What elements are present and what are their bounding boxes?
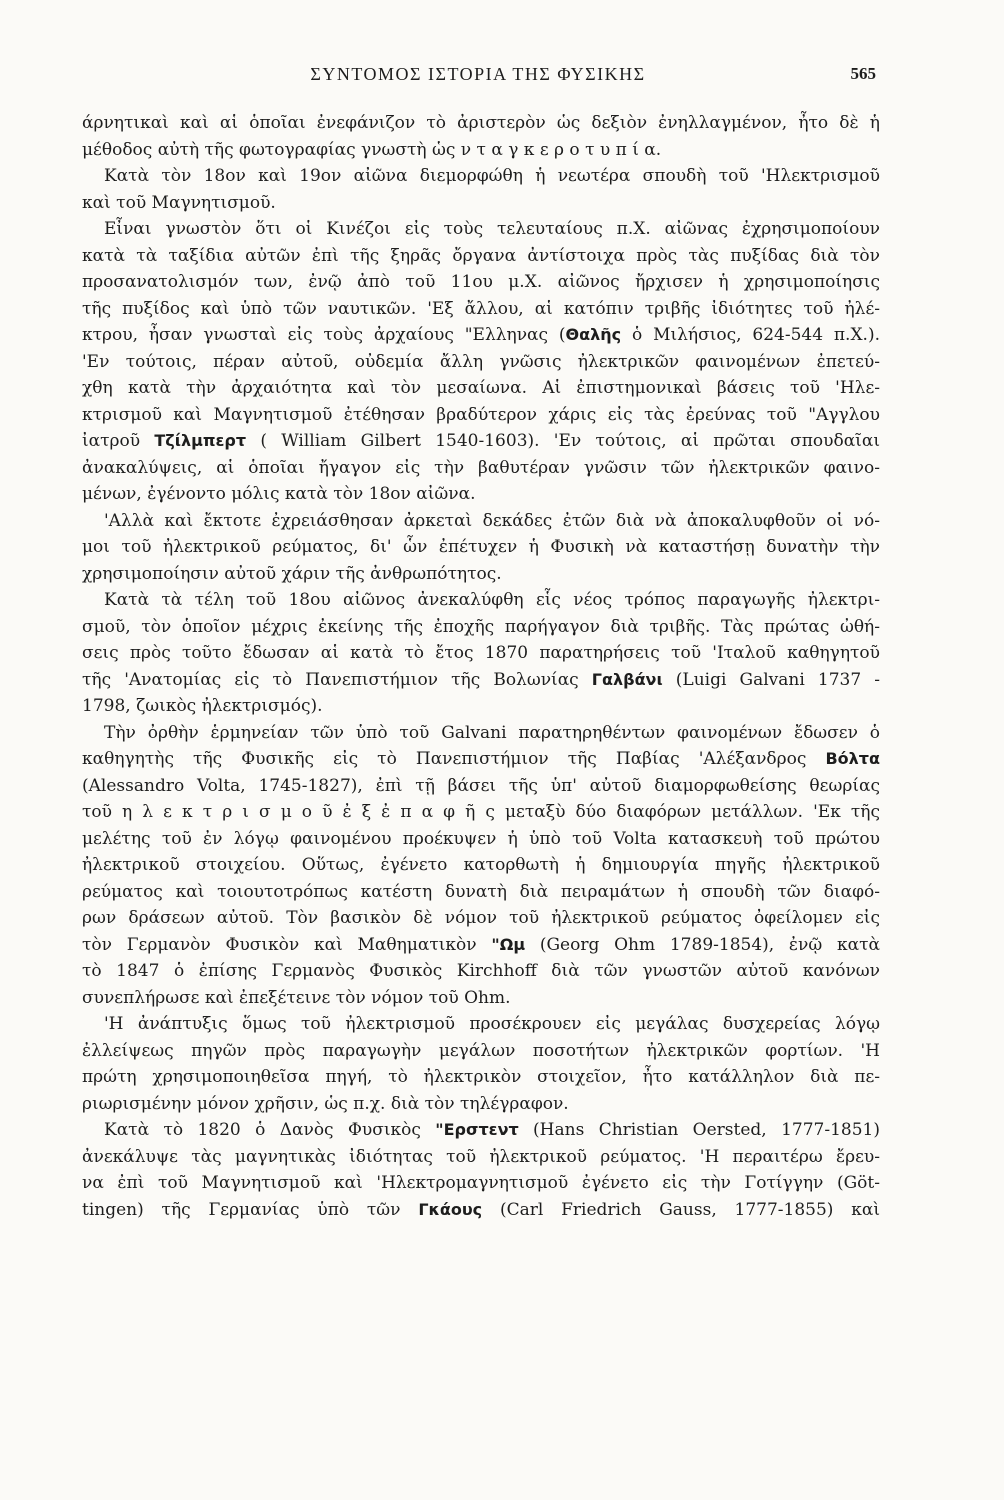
line-text: πρώτη χρησιμοποιηθεῖσα πηγή, τὸ ἠλεκτρικὸν στοιχεῖον, ἦτο κατάλληλον διὰ πε-: [82, 1067, 880, 1087]
text-line: [82, 826, 880, 853]
text-line: [82, 1011, 880, 1038]
text-line: [82, 693, 880, 720]
line-text-after: (Luigi Galvani 1737 -: [662, 669, 880, 690]
line-text: 1798, ζωικὸς ἠλεκτρισμός).: [82, 696, 323, 716]
text-line: [82, 640, 880, 667]
line-text: μένων, ἐγένοντο μόλις κατὰ τὸν 18ον αἰῶνα.: [82, 484, 476, 504]
text-line: [82, 269, 880, 296]
line-text: προσανατολισμόν των, ἐνῷ ἀπὸ τοῦ 11ου μ.Χ. αἰῶνος ἤρχισεν ἡ χρησιμοποίησις: [82, 272, 880, 292]
bold-name: Βόλτα: [825, 749, 880, 768]
bold-name: "Ωμ: [491, 934, 526, 954]
line-text: τῆς 'Ανατομίας εἰς τὸ Πανεπιστήμιον τῆς Βολωνίας: [82, 669, 592, 690]
line-text: Κατὰ τὸν 18ον καὶ 19ον αἰῶνα διεμορφώθη ἡ νεωτέρα σπουδὴ τοῦ 'Ηλεκτρισμοῦ: [104, 166, 880, 186]
text-line: [82, 667, 880, 694]
text-line: [82, 561, 880, 588]
line-text: Κατὰ τὰ τέλη τοῦ 18ου αἰῶνος ἀνεκαλύφθη εἷς νέος τρόπος παραγωγῆς ἠλεκτρι-: [104, 590, 880, 610]
line-text: ἠλεκτρικοῦ στοιχείου. Οὕτως, ἐγένετο κατορθωτὴ ἡ δημιουργία πηγῆς ἠλεκτρικοῦ: [82, 855, 880, 875]
line-text: μέθοδος αὐτὴ τῆς φωτογραφίας γνωστὴ ὡς ν τ α γ κ ε ρ ο τ υ π ί α.: [82, 139, 662, 160]
page-number: 565: [850, 64, 876, 83]
line-text-after: ( William Gilbert 1540-1603). 'Εν τούτοις, αἱ πρῶται σπουδαῖαι: [246, 431, 880, 451]
line-text: τὸν Γερμανὸν Φυσικὸν καὶ Μαθηματικὸν: [82, 934, 492, 955]
text-line: [82, 932, 880, 959]
bold-name: Θαλῆς: [565, 325, 622, 344]
line-text-after: (Carl Friedrich Gauss, 1777-1855) καὶ: [482, 1199, 880, 1220]
text-line: [82, 508, 880, 535]
text-line: [82, 428, 880, 455]
text-line: [82, 1064, 880, 1091]
text-line: [82, 985, 880, 1012]
text-line: [82, 481, 880, 508]
text-line: [82, 852, 880, 879]
line-text: σεις πρὸς τοῦτο ἔδωσαν αἱ κατὰ τὸ ἔτος 1870 παρατηρήσεις τοῦ 'Ιταλοῦ καθηγητοῦ: [82, 643, 880, 663]
line-text: ἰατροῦ: [82, 431, 155, 451]
text-line: [82, 243, 880, 270]
line-text: χθη κατὰ τὴν ἀρχαιότητα καὶ τὸν μεσαίωνα. Αἱ ἐπιστημονικαὶ βάσεις τοῦ 'Ηλε-: [82, 378, 880, 398]
line-text: 'Αλλὰ καὶ ἔκτοτε ἐχρειάσθησαν ἀρκεταὶ δεκάδες ἐτῶν διὰ νὰ ἀποκαλυφθοῦν οἱ νό-: [104, 510, 880, 531]
line-text-after: (Georg Ohm 1789-1854), ἐνῷ κατὰ: [525, 934, 880, 955]
text-line: [82, 1117, 880, 1144]
line-text: κτρισμοῦ καὶ Μαγνητισμοῦ ἐτέθησαν βραδύτερον χάρις εἰς τὰς ἐρεύνας τοῦ "Αγγλου: [82, 404, 880, 425]
line-text: μελέτης τοῦ ἐν λόγῳ φαινομένου προέκυψεν ἡ ὑπὸ τοῦ Volta κατασκευὴ τοῦ πρώτου: [82, 828, 880, 849]
text-line: [82, 1170, 880, 1197]
bold-name: Γκάους: [418, 1199, 483, 1219]
line-text: ἀνεκάλυψε τὰς μαγνητικὰς ἰδιότητας τοῦ ἠλεκτρικοῦ ρεύματος. 'Η περαιτέρω ἔρευ-: [82, 1146, 880, 1167]
line-text: ἐλλείψεως πηγῶν πρὸς παραγωγὴν μεγάλων ποσοτήτων ἠλεκτρικῶν φορτίων. 'Η: [82, 1040, 880, 1061]
text-line: [82, 1144, 880, 1171]
line-text: σμοῦ, τὸν ὁποῖον μέχρις ἐκείνης τῆς ἐποχῆς παρήγαγον διὰ τριβῆς. Τὰς πρώτας ὠθή-: [82, 616, 880, 637]
line-text: 'Η ἀνάπτυξις ὅμως τοῦ ἠλεκτρισμοῦ προσέκρουεν εἰς μεγάλας δυσχερείας λόγῳ: [104, 1014, 880, 1034]
line-text: καὶ τοῦ Μαγνητισμοῦ.: [82, 192, 276, 213]
line-text-after: ὁ Μιλήσιος, 624-544 π.Χ.).: [621, 325, 880, 345]
text-line: [82, 773, 880, 800]
line-text: άρνητικαὶ καὶ αἱ ὁποῖαι ἐνεφάνιζον τὸ ἀριστερὸν ὡς δεξιὸν ἐνηλλαγμένον, ἦτο δὲ ἡ: [82, 113, 880, 133]
line-text: συνεπλήρωσε καὶ ἐπεξέτεινε τὸν νόμον τοῦ Ohm.: [82, 987, 511, 1008]
line-text: καθηγητὴς τῆς Φυσικῆς εἰς τὸ Πανεπιστήμιον τῆς Παβίας 'Αλέξανδρος: [82, 749, 826, 769]
text-line: [82, 958, 880, 985]
line-text: Τὴν ὀρθὴν ἑρμηνείαν τῶν ὑπὸ τοῦ Galvani παρατηρηθέντων φαινομένων ἔδωσεν ὁ: [104, 722, 880, 743]
text-line: [82, 375, 880, 402]
line-text: tingen) τῆς Γερμανίας ὑπὸ τῶν: [82, 1199, 419, 1220]
text-line: [82, 402, 880, 429]
line-text: να ἐπὶ τοῦ Μαγνητισμοῦ καὶ 'Ηλεκτρομαγνητισμοῦ ἐγένετο εἰς τὴν Γοτίγγην (Göt-: [82, 1173, 880, 1193]
text-line: [82, 720, 880, 747]
text-line: [82, 296, 880, 323]
text-line: [82, 190, 880, 217]
text-line: [82, 216, 880, 243]
line-text: τὸ 1847 ὁ ἐπίσης Γερμανὸς Φυσικὸς Kirchhoff διὰ τῶν γνωστῶν αὐτοῦ κανόνων: [82, 961, 880, 981]
line-text-after: (Hans Christian Oersted, 1777-1851): [518, 1120, 880, 1140]
line-text: Εἶναι γνωστὸν ὅτι οἱ Κινέζοι εἰς τοὺς τελευταίους π.Χ. αἰῶνας ἐχρησιμοποίουν: [104, 219, 880, 239]
line-text: χρησιμοποίησιν αὐτοῦ χάριν τῆς ἀνθρωπότητος.: [82, 563, 502, 584]
line-text: ρων δράσεων αὐτοῦ. Τὸν βασικὸν δὲ νόμον τοῦ ἠλεκτρικοῦ ρεύματος ὀφείλομεν εἰς: [82, 908, 880, 928]
bold-name: "Ερστεντ: [435, 1120, 519, 1139]
text-line: [82, 1038, 880, 1065]
line-text: μοι τοῦ ἠλεκτρικοῦ ρεύματος, δι' ὧν ἐπέτυχεν ἡ Φυσικὴ νὰ καταστήσῃ δυνατὴν τὴν: [82, 537, 880, 557]
line-text: κτρου, ἦσαν γνωσταὶ εἰς τοὺς ἀρχαίους "Ελληνας (: [82, 325, 566, 345]
body-text: [82, 110, 880, 1223]
line-text: κατὰ τὰ ταξίδια αὐτῶν ἐπὶ τῆς ξηρᾶς ὄργανα ἀντίστοιχα πρὸς τὰς πυξίδας διὰ τὸν: [82, 245, 880, 266]
text-line: [82, 163, 880, 190]
line-text: 'Εν τούτοις, πέραν αὐτοῦ, οὐδεμία ἄλλη γνῶσις ἠλεκτρικῶν φαινομένων ἐπετεύ-: [82, 351, 880, 372]
text-line: [82, 587, 880, 614]
text-line: [82, 1091, 880, 1118]
line-text: ἀνακαλύψεις, αἱ ὁποῖαι ἤγαγον εἰς τὴν βαθυτέραν γνῶσιν τῶν ἠλεκτρικῶν φαινο-: [82, 457, 880, 478]
text-line: [82, 879, 880, 906]
text-line: [82, 455, 880, 482]
text-line: [82, 1197, 880, 1224]
line-text: τῆς πυξίδος καὶ ὑπὸ τῶν ναυτικῶν. 'Εξ ἄλλου, αἱ κατόπιν τριβῆς ἰδιότητες τοῦ ἠλέ-: [82, 298, 880, 319]
bold-name: Τζίλμπερτ: [154, 431, 247, 450]
text-line: [82, 905, 880, 932]
bold-name: Γαλβάνι: [591, 669, 663, 689]
line-text: ρεύματος καὶ τοιουτοτρόπως κατέστη δυνατὴ διὰ πειραμάτων ἡ σπουδὴ τῶν διαφό-: [82, 881, 880, 902]
running-title: ΣΥΝΤΟΜΟΣ ΙΣΤΟΡΙΑ ΤΗΣ ΦΥΣΙΚΗΣ: [310, 64, 646, 84]
line-text: τοῦ η λ ε κ τ ρ ι σ μ ο ῦ ἐ ξ ἐ π α φ ῆ ς μεταξὺ δύο διαφόρων μετάλλων. 'Εκ τῆς: [82, 802, 880, 822]
text-line: [82, 322, 880, 349]
line-text: (Alessandro Volta, 1745-1827), ἐπὶ τῇ βάσει τῆς ὑπ' αὐτοῦ διαμορφωθείσης θεωρίας: [82, 775, 880, 796]
text-line: [82, 614, 880, 641]
line-text: Κατὰ τὸ 1820 ὁ Δανὸς Φυσικὸς: [104, 1120, 436, 1140]
text-line: [82, 137, 880, 164]
text-line: [82, 534, 880, 561]
text-line: [82, 349, 880, 376]
line-text: ριωρισμένην μόνον χρῆσιν, ὡς π.χ. διὰ τὸν τηλέγραφον.: [82, 1093, 569, 1114]
text-line: [82, 746, 880, 773]
text-line: [82, 799, 880, 826]
text-line: [82, 110, 880, 137]
